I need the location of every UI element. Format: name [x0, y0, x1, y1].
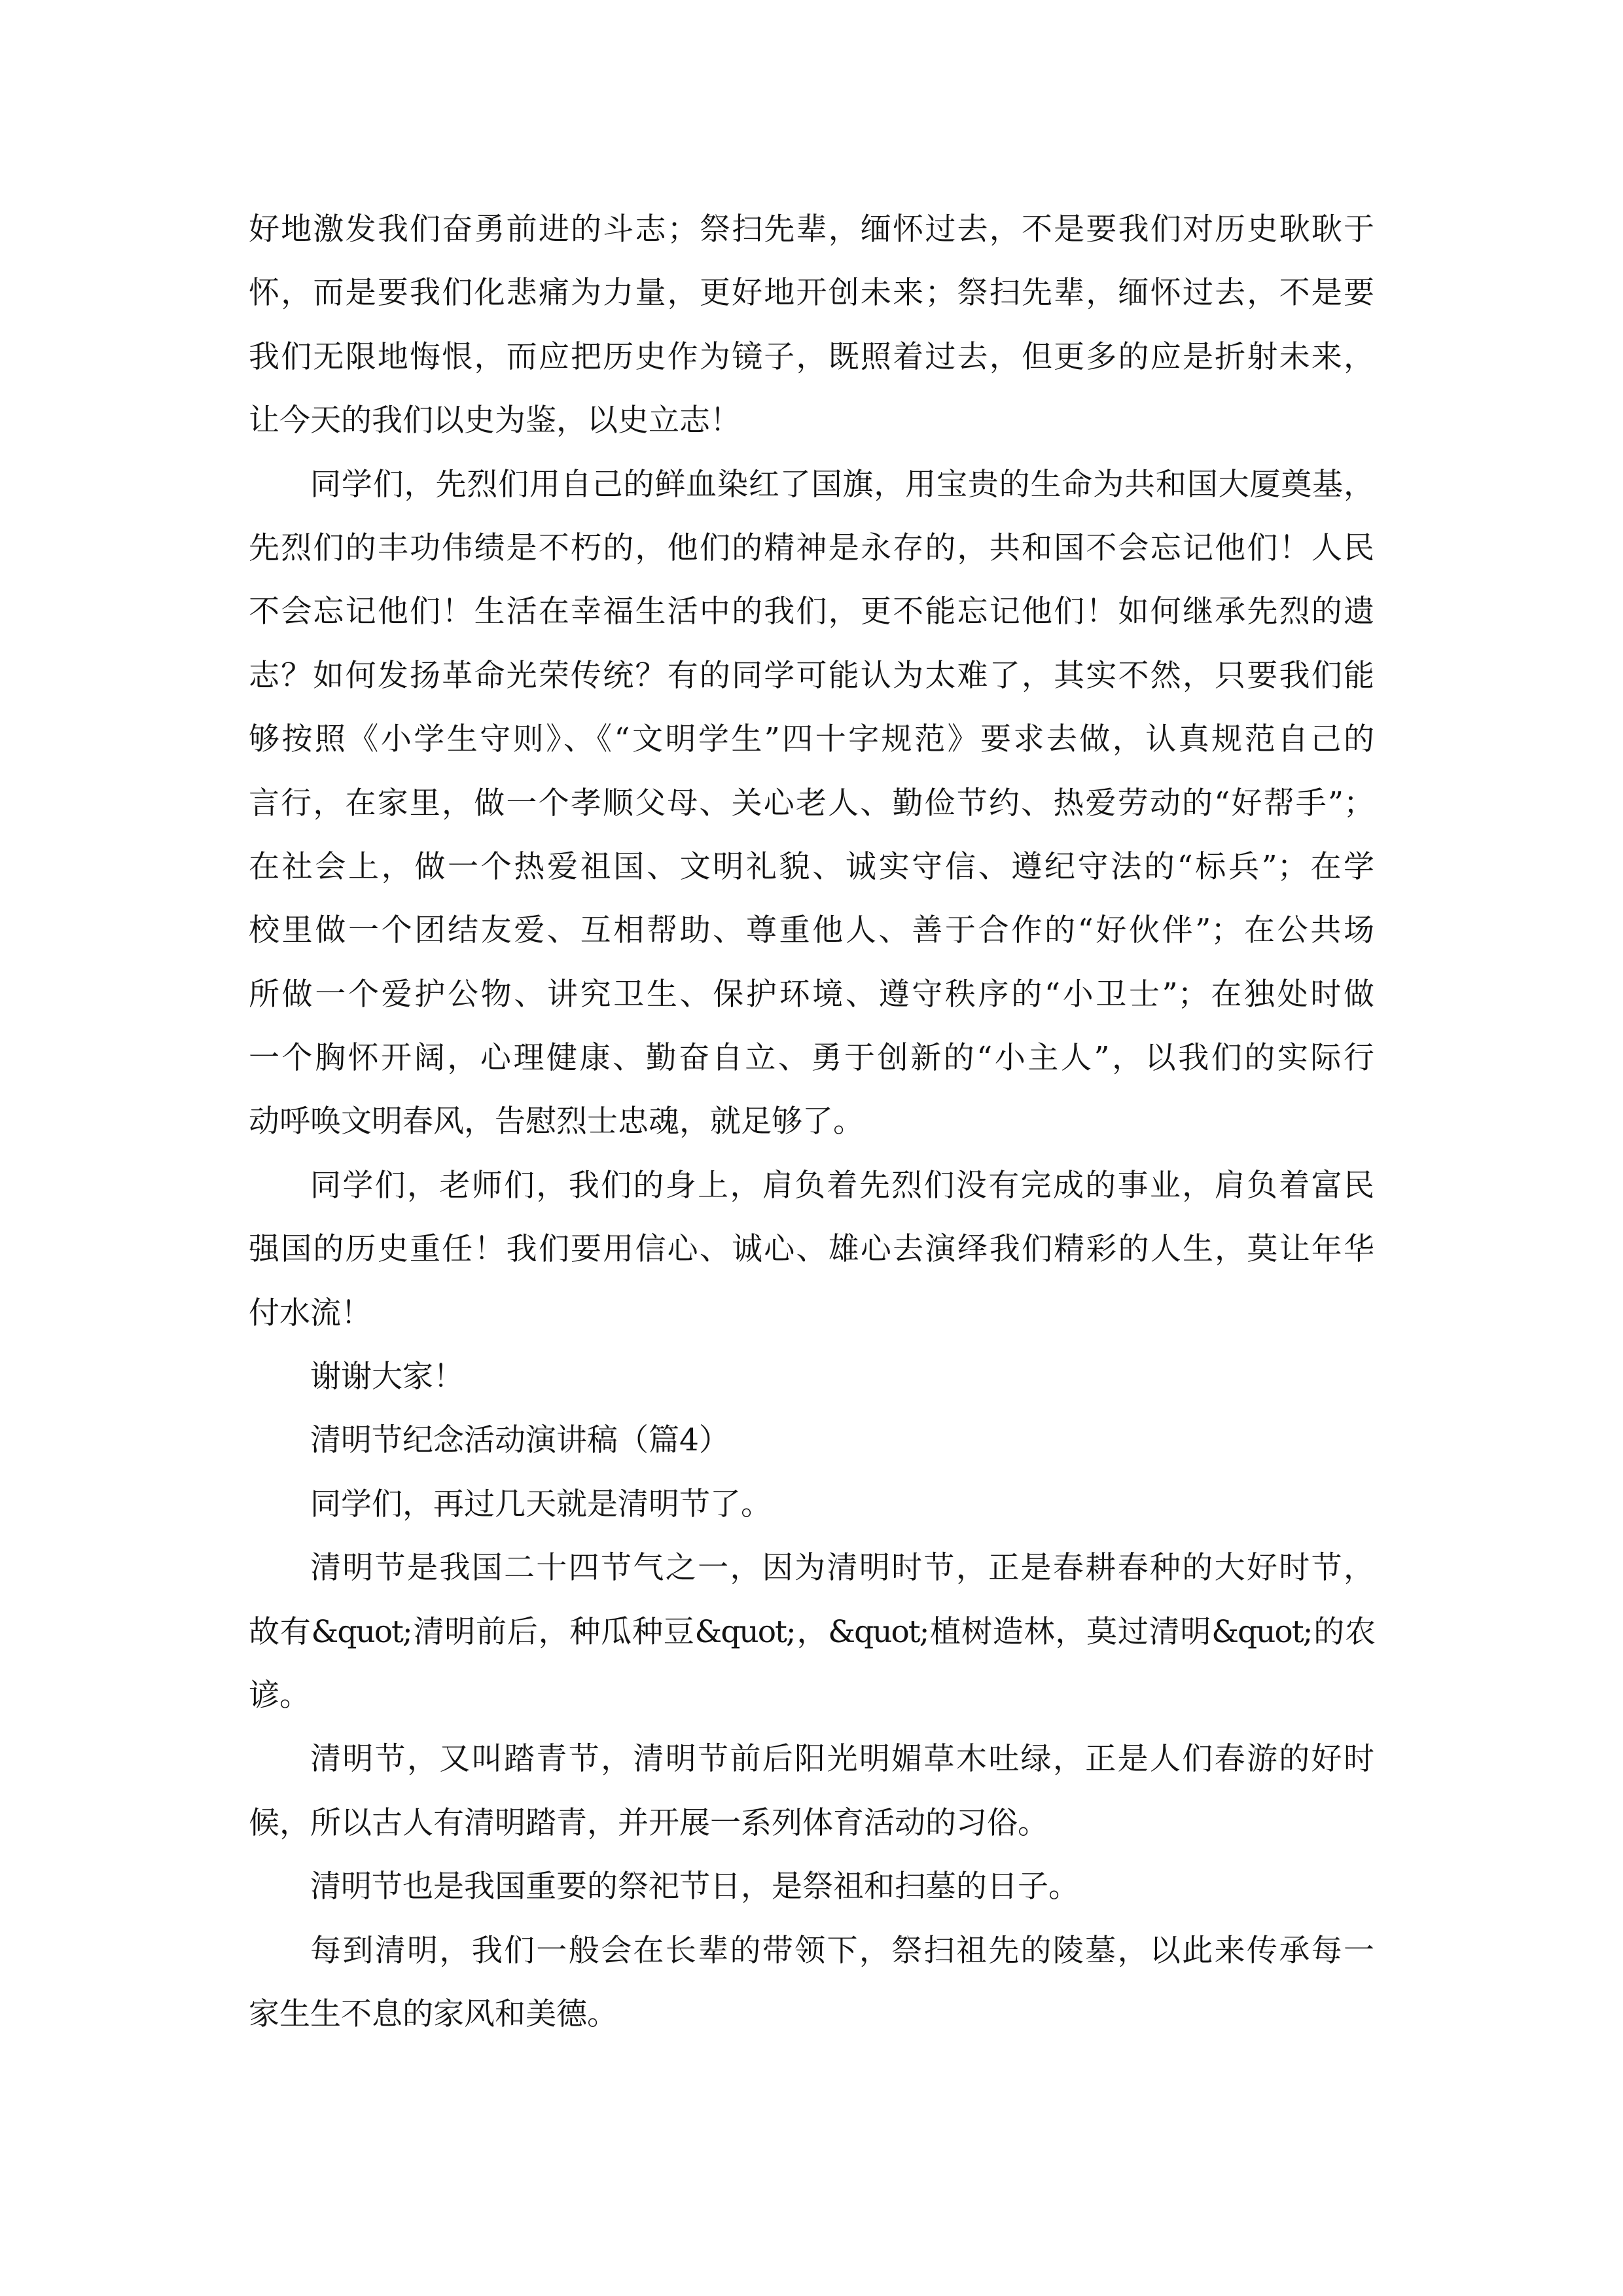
paragraph	[249, 1727, 1374, 1855]
text-line: 同学们，先烈们用自己的鲜血染红了国旗，用宝贵的生命为共和国大厦奠基，	[310, 466, 1374, 503]
text-line: 校里做一个团结友爱、互相帮助、尊重他人、善于合作的“好伙伴”；在公共场	[249, 912, 1374, 949]
text-line: 一个胸怀开阔，心理健康、勤奋自立、勇于创新的“小主人”，以我们的实际行	[249, 1040, 1374, 1077]
text-line: 清明节纪念活动演讲稿（篇4）	[310, 1422, 730, 1459]
paragraph	[249, 1855, 1374, 1918]
paragraph	[249, 1154, 1374, 1345]
text-line: 清明节，又叫踏青节，清明节前后阳光明媚草木吐绿，正是人们春游的好时	[310, 1741, 1374, 1778]
paragraph	[249, 1536, 1374, 1727]
paragraph	[249, 453, 1374, 1154]
text-line: 谚。	[249, 1677, 310, 1713]
greeting-line	[249, 1473, 1374, 1536]
text-line: 故有&quot;清明前后，种瓜种豆&quot;，&quot;植树造林，莫过清明&quot;的农	[249, 1613, 1374, 1650]
text-line: 在社会上，做一个热爱祖国、文明礼貌、诚实守信、遵纪守法的“标兵”；在学	[249, 848, 1374, 885]
text-line: 志？如何发扬革命光荣传统？有的同学可能认为太难了，其实不然，只要我们能	[249, 657, 1374, 694]
section-title	[249, 1408, 1374, 1472]
text-line: 所做一个爱护公物、讲究卫生、保护环境、遵守秩序的“小卫士”；在独处时做	[249, 976, 1374, 1013]
body-text	[249, 198, 1374, 2046]
closing-line	[249, 1345, 1374, 1408]
text-line: 清明节也是我国重要的祭祀节日，是祭祖和扫墓的日子。	[310, 1869, 1079, 1905]
text-line: 怀，而是要我们化悲痛为力量，更好地开创未来；祭扫先辈，缅怀过去，不是要	[249, 275, 1374, 312]
text-line: 好地激发我们奋勇前进的斗志；祭扫先辈，缅怀过去，不是要我们对历史耿耿于	[249, 211, 1374, 247]
text-line: 清明节是我国二十四节气之一，因为清明时节，正是春耕春种的大好时节，	[310, 1550, 1374, 1587]
text-line: 让今天的我们以史为鉴，以史立志！	[249, 403, 741, 439]
text-line: 同学们，再过几天就是清明节了。	[310, 1486, 772, 1522]
text-line: 先烈们的丰功伟绩是不朽的，他们的精神是永存的，共和国不会忘记他们！人民	[249, 529, 1374, 566]
text-line: 每到清明，我们一般会在长辈的带领下，祭扫祖先的陵墓，以此来传承每一	[310, 1932, 1374, 1969]
text-line: 家生生不息的家风和美德。	[249, 1996, 618, 2032]
text-line: 动呼唤文明春风，告慰烈士忠魂，就足够了。	[249, 1103, 864, 1140]
text-line: 够按照《小学生守则》、《“文明学生”四十字规范》要求去做，认真规范自己的	[249, 721, 1374, 758]
text-line: 言行，在家里，做一个孝顺父母、关心老人、勤俭节约、热爱劳动的“好帮手”；	[249, 785, 1374, 821]
text-line: 我们无限地悔恨，而应把历史作为镜子，既照着过去，但更多的应是折射未来，	[249, 338, 1374, 375]
text-line: 同学们，老师们，我们的身上，肩负着先烈们没有完成的事业，肩负着富民	[310, 1167, 1374, 1204]
text-line: 不会忘记他们！生活在幸福生活中的我们，更不能忘记他们！如何继承先烈的遗	[249, 594, 1374, 630]
text-line: 付水流！	[249, 1295, 372, 1331]
text-line: 强国的历史重任！我们要用信心、诚心、雄心去演绎我们精彩的人生，莫让年华	[249, 1231, 1374, 1268]
paragraph-continuation	[249, 198, 1374, 453]
paragraph	[249, 1919, 1374, 2047]
text-line: 候，所以古人有清明踏青，并开展一系列体育活动的习俗。	[249, 1804, 1048, 1841]
text-line: 谢谢大家！	[310, 1359, 464, 1395]
